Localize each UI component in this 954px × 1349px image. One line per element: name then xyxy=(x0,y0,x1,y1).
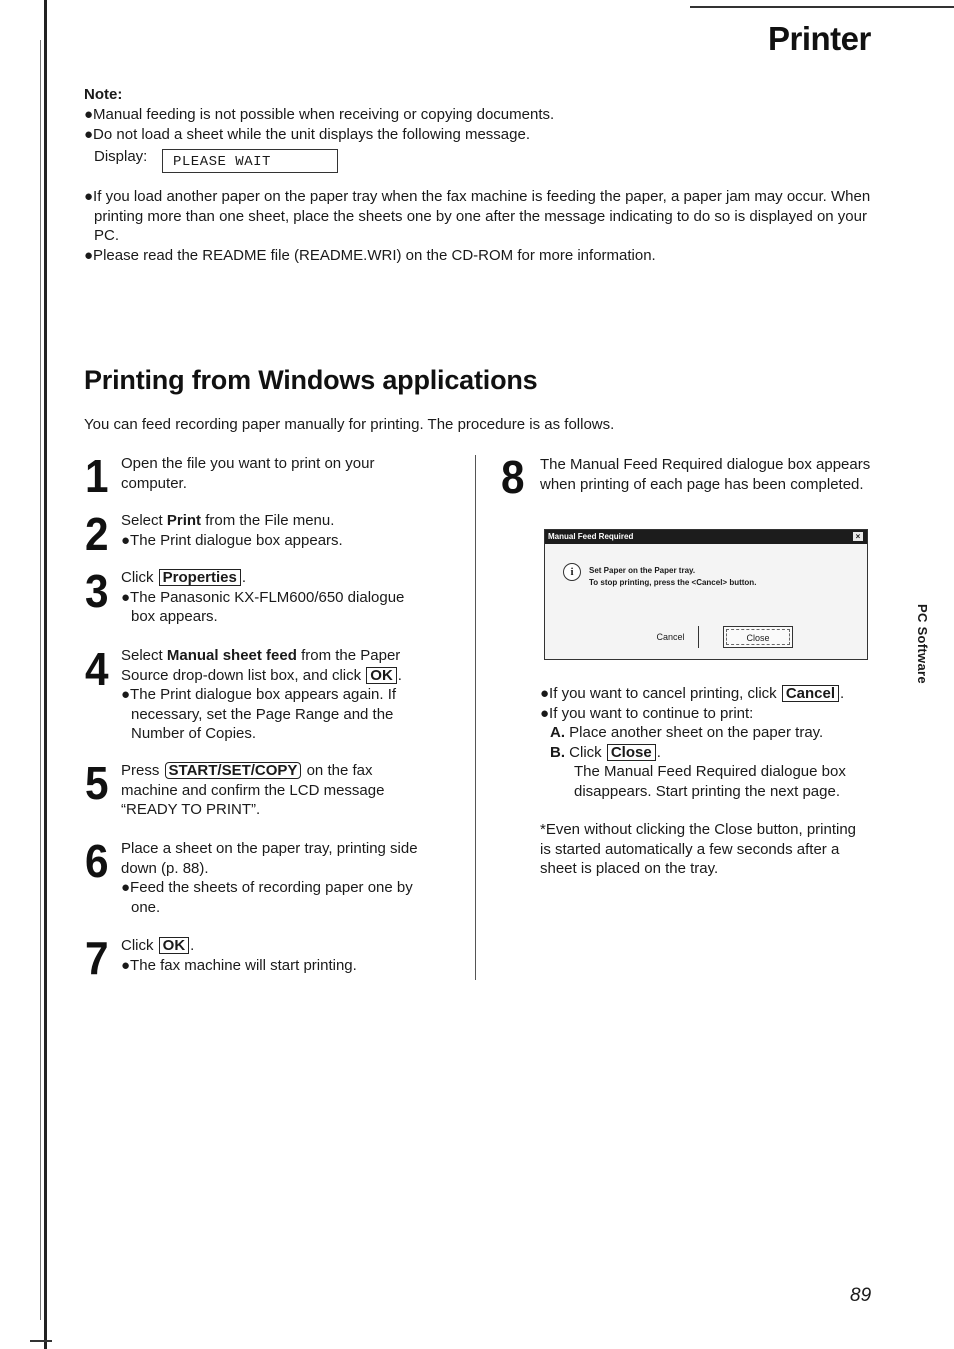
step-number: 6 xyxy=(85,835,109,887)
note-line: ●Manual feeding is not possible when receiving or copying documents. xyxy=(84,106,555,123)
section-title: Printing from Windows applications xyxy=(84,365,538,395)
note-line: ●Please read the README file (README.WRI) on the CD-ROM for more information. xyxy=(84,246,656,264)
corner-mark xyxy=(30,1340,52,1342)
step-text: Select Print from the File menu. ●The Print dialogue box appears. xyxy=(121,511,451,550)
option-name: Manual sheet feed xyxy=(166,647,297,664)
cancel-button[interactable]: Cancel xyxy=(643,626,699,648)
menu-command: Print xyxy=(166,512,202,529)
footnote: *Even without clicking the Close button, printing is started automatically a few seconds after a sheet is placed on the tray. xyxy=(540,821,857,877)
binding-edge xyxy=(44,0,47,1349)
side-tab-label: PC Software xyxy=(915,604,930,684)
step-bullet: ●The Print dialogue box appears again. If necessary, set the Page Range and the Number of Copies. xyxy=(121,686,397,742)
lcd-display: PLEASE WAIT xyxy=(162,149,338,173)
manual-feed-dialog xyxy=(544,529,868,660)
note-lines xyxy=(84,105,884,144)
info-icon: i xyxy=(563,563,581,581)
step-text: Press START/SET/COPY on the fax machine and confirm the LCD message “READY TO PRINT”. xyxy=(121,762,385,818)
continue-line: ●If you want to continue to print: xyxy=(540,704,754,722)
dialog-title: Manual Feed Required xyxy=(548,532,634,541)
step-bullet: ●The fax machine will start printing. xyxy=(121,956,357,974)
note-label: Note: xyxy=(84,86,123,103)
binding-edge-shadow xyxy=(40,40,41,1320)
after-dialog-text: ●If you want to cancel printing, click Cancel . ●If you want to continue to print: A. Place another sheet on the paper tray. B. Click Close . The Manual Feed Required dialogue box disappears. Start printing the next page. xyxy=(540,684,880,801)
dialog-title-bar xyxy=(545,530,867,544)
step-text: Place a sheet on the paper tray, printing side down (p. 88). ●Feed the sheets of recording paper one by one. xyxy=(121,839,443,917)
ok-button-ref: OK xyxy=(159,937,190,954)
page-header-title: Printer xyxy=(768,20,871,57)
dialog-message: To stop printing, press the <Cancel> button. xyxy=(589,578,757,587)
page-number: 89 xyxy=(850,1285,872,1306)
step-bullet: ●The Panasonic KX-FLM600/650 dialogue box appears. xyxy=(121,588,405,625)
ok-button-ref: OK xyxy=(366,667,397,684)
step-number: 5 xyxy=(85,757,109,809)
close-button-ref: Close xyxy=(607,744,656,761)
section-intro: You can feed recording paper manually for printing. The procedure is as follows. xyxy=(84,416,615,433)
step-number: 4 xyxy=(85,643,109,695)
note-more-lines xyxy=(84,187,884,265)
step-number: 2 xyxy=(85,508,109,560)
close-description: The Manual Feed Required dialogue box disappears. Start printing the next page. xyxy=(574,763,846,800)
step-text: Click Properties . ●The Panasonic KX-FLM600/650 dialogue box appears. xyxy=(121,568,431,627)
step-number: 3 xyxy=(85,565,109,617)
display-label: Display: xyxy=(94,148,148,165)
note-line: ●Do not load a sheet while the unit displays the following message. xyxy=(84,125,530,143)
step-number: 7 xyxy=(85,932,109,984)
close-icon[interactable]: × xyxy=(853,532,863,541)
step-number: 1 xyxy=(85,450,109,502)
start-set-copy-key-ref: START/SET/COPY xyxy=(165,762,302,779)
dialog-message: Set Paper on the Paper tray. xyxy=(589,566,696,575)
step-bullet: ●Feed the sheets of recording paper one by one. xyxy=(121,879,413,916)
step-text: Select Manual sheet feed from the Paper Source drop-down list box, and click OK . ●The Print dialogue box appears again. If necessary, set the Page Range and the Number of Copies. xyxy=(121,646,426,744)
header-rule xyxy=(690,6,954,8)
properties-button-ref: Properties xyxy=(159,569,241,586)
cancel-button-ref: Cancel xyxy=(782,685,839,702)
close-button[interactable]: Close xyxy=(723,626,793,648)
column-divider xyxy=(475,455,476,980)
note-line: ●If you load another paper on the paper tray when the fax machine is feeding the paper, a paper jam may occur. When printing more than one sheet, place the sheets one by one after the message indicating to do so is displayed on your PC. xyxy=(84,188,871,244)
step-text: Open the file you want to print on your computer. xyxy=(121,455,375,492)
step-bullet: ●The Print dialogue box appears. xyxy=(121,531,343,549)
step-text: The Manual Feed Required dialogue box appears when printing of each page has been completed. xyxy=(540,456,871,493)
step-text: Click OK . ●The fax machine will start printing. xyxy=(121,936,421,975)
step-number: 8 xyxy=(501,451,525,503)
